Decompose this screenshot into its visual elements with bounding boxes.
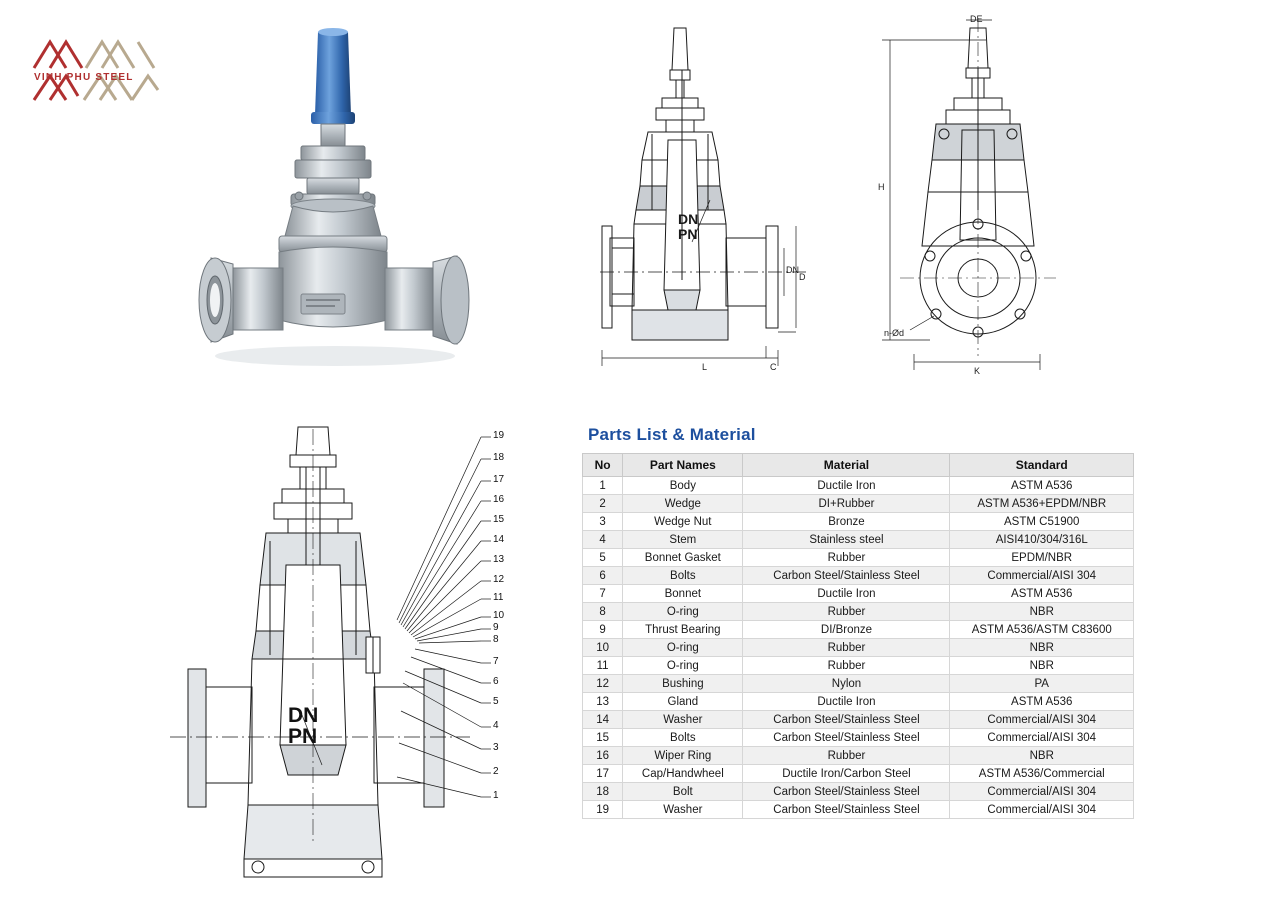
parts-list-panel: [582, 425, 1138, 819]
cell-material: Carbon Steel/Stainless Steel: [743, 801, 950, 819]
cell-no: 19: [583, 801, 623, 819]
cell-standard: PA: [950, 675, 1134, 693]
cell-no: 15: [583, 729, 623, 747]
cell-material: Bronze: [743, 513, 950, 531]
section-view-dn-label: DN PN: [288, 704, 319, 748]
cell-no: 16: [583, 747, 623, 765]
cell-no: 18: [583, 783, 623, 801]
cell-part-name: Washer: [623, 711, 743, 729]
cell-part-name: O-ring: [623, 639, 743, 657]
table-row: [583, 549, 1134, 567]
vinh-phu-steel-logo-icon: [28, 28, 160, 106]
cell-material: Rubber: [743, 639, 950, 657]
cell-material: Carbon Steel/Stainless Steel: [743, 567, 950, 585]
cell-part-name: Gland: [623, 693, 743, 711]
dim-d-label: D: [799, 272, 806, 282]
table-row: [583, 621, 1134, 639]
cell-no: 5: [583, 549, 623, 567]
table-row: [583, 765, 1134, 783]
callout-1: 1: [493, 790, 499, 801]
cell-no: 12: [583, 675, 623, 693]
dim-c-label: C: [770, 362, 777, 372]
cell-standard: ASTM A536/Commercial: [950, 765, 1134, 783]
cell-standard: NBR: [950, 657, 1134, 675]
cell-no: 6: [583, 567, 623, 585]
cell-part-name: O-ring: [623, 657, 743, 675]
callout-16: 16: [493, 494, 505, 505]
cell-material: DI/Bronze: [743, 621, 950, 639]
table-row: [583, 729, 1134, 747]
cell-standard: ASTM A536: [950, 693, 1134, 711]
cell-material: Nylon: [743, 675, 950, 693]
cell-standard: EPDM/NBR: [950, 549, 1134, 567]
cell-part-name: Bolt: [623, 783, 743, 801]
dim-dn-label: DN: [786, 265, 799, 275]
callout-5: 5: [493, 696, 499, 707]
callout-2: 2: [493, 766, 499, 777]
cell-no: 7: [583, 585, 623, 603]
callout-14: 14: [493, 534, 505, 545]
cell-no: 14: [583, 711, 623, 729]
dim-l-label: L: [702, 362, 708, 372]
table-row: [583, 585, 1134, 603]
cutaway-callout-numbers: [395, 425, 525, 825]
callout-7: 7: [493, 656, 499, 667]
table-row: [583, 495, 1134, 513]
table-row: [583, 531, 1134, 549]
callout-15: 15: [493, 514, 505, 525]
cell-standard: Commercial/AISI 304: [950, 729, 1134, 747]
cell-standard: Commercial/AISI 304: [950, 783, 1134, 801]
cell-part-name: Body: [623, 477, 743, 495]
cell-no: 9: [583, 621, 623, 639]
cell-part-name: Wedge: [623, 495, 743, 513]
cell-part-name: Cap/Handwheel: [623, 765, 743, 783]
table-row: [583, 711, 1134, 729]
cell-no: 11: [583, 657, 623, 675]
cell-no: 4: [583, 531, 623, 549]
callout-19: 19: [493, 430, 505, 441]
cell-no: 17: [583, 765, 623, 783]
cell-part-name: Bolts: [623, 567, 743, 585]
cell-standard: NBR: [950, 747, 1134, 765]
callout-3: 3: [493, 742, 499, 753]
cell-part-name: Bolts: [623, 729, 743, 747]
column-header-standard: Standard: [950, 454, 1134, 477]
table-row: [583, 675, 1134, 693]
callout-9: 9: [493, 622, 499, 633]
table-row: [583, 513, 1134, 531]
table-row: [583, 567, 1134, 585]
cell-material: Rubber: [743, 747, 950, 765]
cell-material: Carbon Steel/Stainless Steel: [743, 783, 950, 801]
cell-material: Ductile Iron: [743, 585, 950, 603]
table-row: [583, 801, 1134, 819]
cell-standard: ASTM A536/ASTM C83600: [950, 621, 1134, 639]
cell-standard: ASTM A536: [950, 585, 1134, 603]
callout-17: 17: [493, 474, 505, 485]
cell-part-name: Washer: [623, 801, 743, 819]
cell-part-name: Bonnet: [623, 585, 743, 603]
cell-standard: Commercial/AISI 304: [950, 567, 1134, 585]
cell-standard: Commercial/AISI 304: [950, 711, 1134, 729]
cell-material: Ductile Iron/Carbon Steel: [743, 765, 950, 783]
cell-material: Rubber: [743, 657, 950, 675]
cell-material: Carbon Steel/Stainless Steel: [743, 729, 950, 747]
table-row: [583, 747, 1134, 765]
brand-name: VINH PHU STEEL: [34, 72, 134, 83]
cell-material: Ductile Iron: [743, 693, 950, 711]
cell-part-name: Wiper Ring: [623, 747, 743, 765]
callout-12: 12: [493, 574, 505, 585]
cell-standard: ASTM A536: [950, 477, 1134, 495]
cell-material: Rubber: [743, 603, 950, 621]
parts-list-table: [582, 453, 1134, 819]
cell-standard: Commercial/AISI 304: [950, 801, 1134, 819]
dim-h-label: H: [878, 182, 885, 192]
cell-material: DI+Rubber: [743, 495, 950, 513]
cell-part-name: O-ring: [623, 603, 743, 621]
cell-no: 3: [583, 513, 623, 531]
parts-list-title: Parts List & Material: [588, 425, 756, 444]
dim-n-od-label: n-Ød: [884, 328, 905, 338]
table-row: [583, 657, 1134, 675]
cell-material: Stainless steel: [743, 531, 950, 549]
cell-part-name: Bushing: [623, 675, 743, 693]
table-row: [583, 639, 1134, 657]
column-header-part-names: Part Names: [623, 454, 743, 477]
cell-standard: ASTM C51900: [950, 513, 1134, 531]
table-row: [583, 603, 1134, 621]
table-header-row: [583, 454, 1134, 477]
cell-material: Rubber: [743, 549, 950, 567]
gate-valve-front-section-drawing: [600, 10, 890, 390]
cell-no: 13: [583, 693, 623, 711]
cell-standard: ASTM A536+EPDM/NBR: [950, 495, 1134, 513]
callout-10: 10: [493, 610, 505, 621]
cell-material: Carbon Steel/Stainless Steel: [743, 711, 950, 729]
callout-13: 13: [493, 554, 505, 565]
table-row: [583, 783, 1134, 801]
gate-valve-photo: [175, 20, 555, 390]
cell-no: 10: [583, 639, 623, 657]
callout-6: 6: [493, 676, 499, 687]
cell-part-name: Wedge Nut: [623, 513, 743, 531]
cell-standard: NBR: [950, 639, 1134, 657]
cell-standard: AISI410/304/316L: [950, 531, 1134, 549]
dim-k-label: K: [974, 366, 981, 376]
cell-no: 1: [583, 477, 623, 495]
brand-logo: [28, 28, 160, 106]
table-row: [583, 693, 1134, 711]
gate-valve-side-section-drawing: [870, 10, 1100, 390]
column-header-material: Material: [743, 454, 950, 477]
front-view-dn-label: DN PN: [678, 211, 699, 242]
cell-no: 2: [583, 495, 623, 513]
dim-de-label: DE: [970, 14, 983, 24]
callout-18: 18: [493, 452, 505, 463]
cell-material: Ductile Iron: [743, 477, 950, 495]
column-header-no: No: [583, 454, 623, 477]
table-row: [583, 477, 1134, 495]
cell-part-name: Bonnet Gasket: [623, 549, 743, 567]
callout-8: 8: [493, 634, 499, 645]
cell-standard: NBR: [950, 603, 1134, 621]
cell-no: 8: [583, 603, 623, 621]
callout-11: 11: [493, 592, 504, 603]
cell-part-name: Stem: [623, 531, 743, 549]
cell-part-name: Thrust Bearing: [623, 621, 743, 639]
callout-4: 4: [493, 720, 499, 731]
